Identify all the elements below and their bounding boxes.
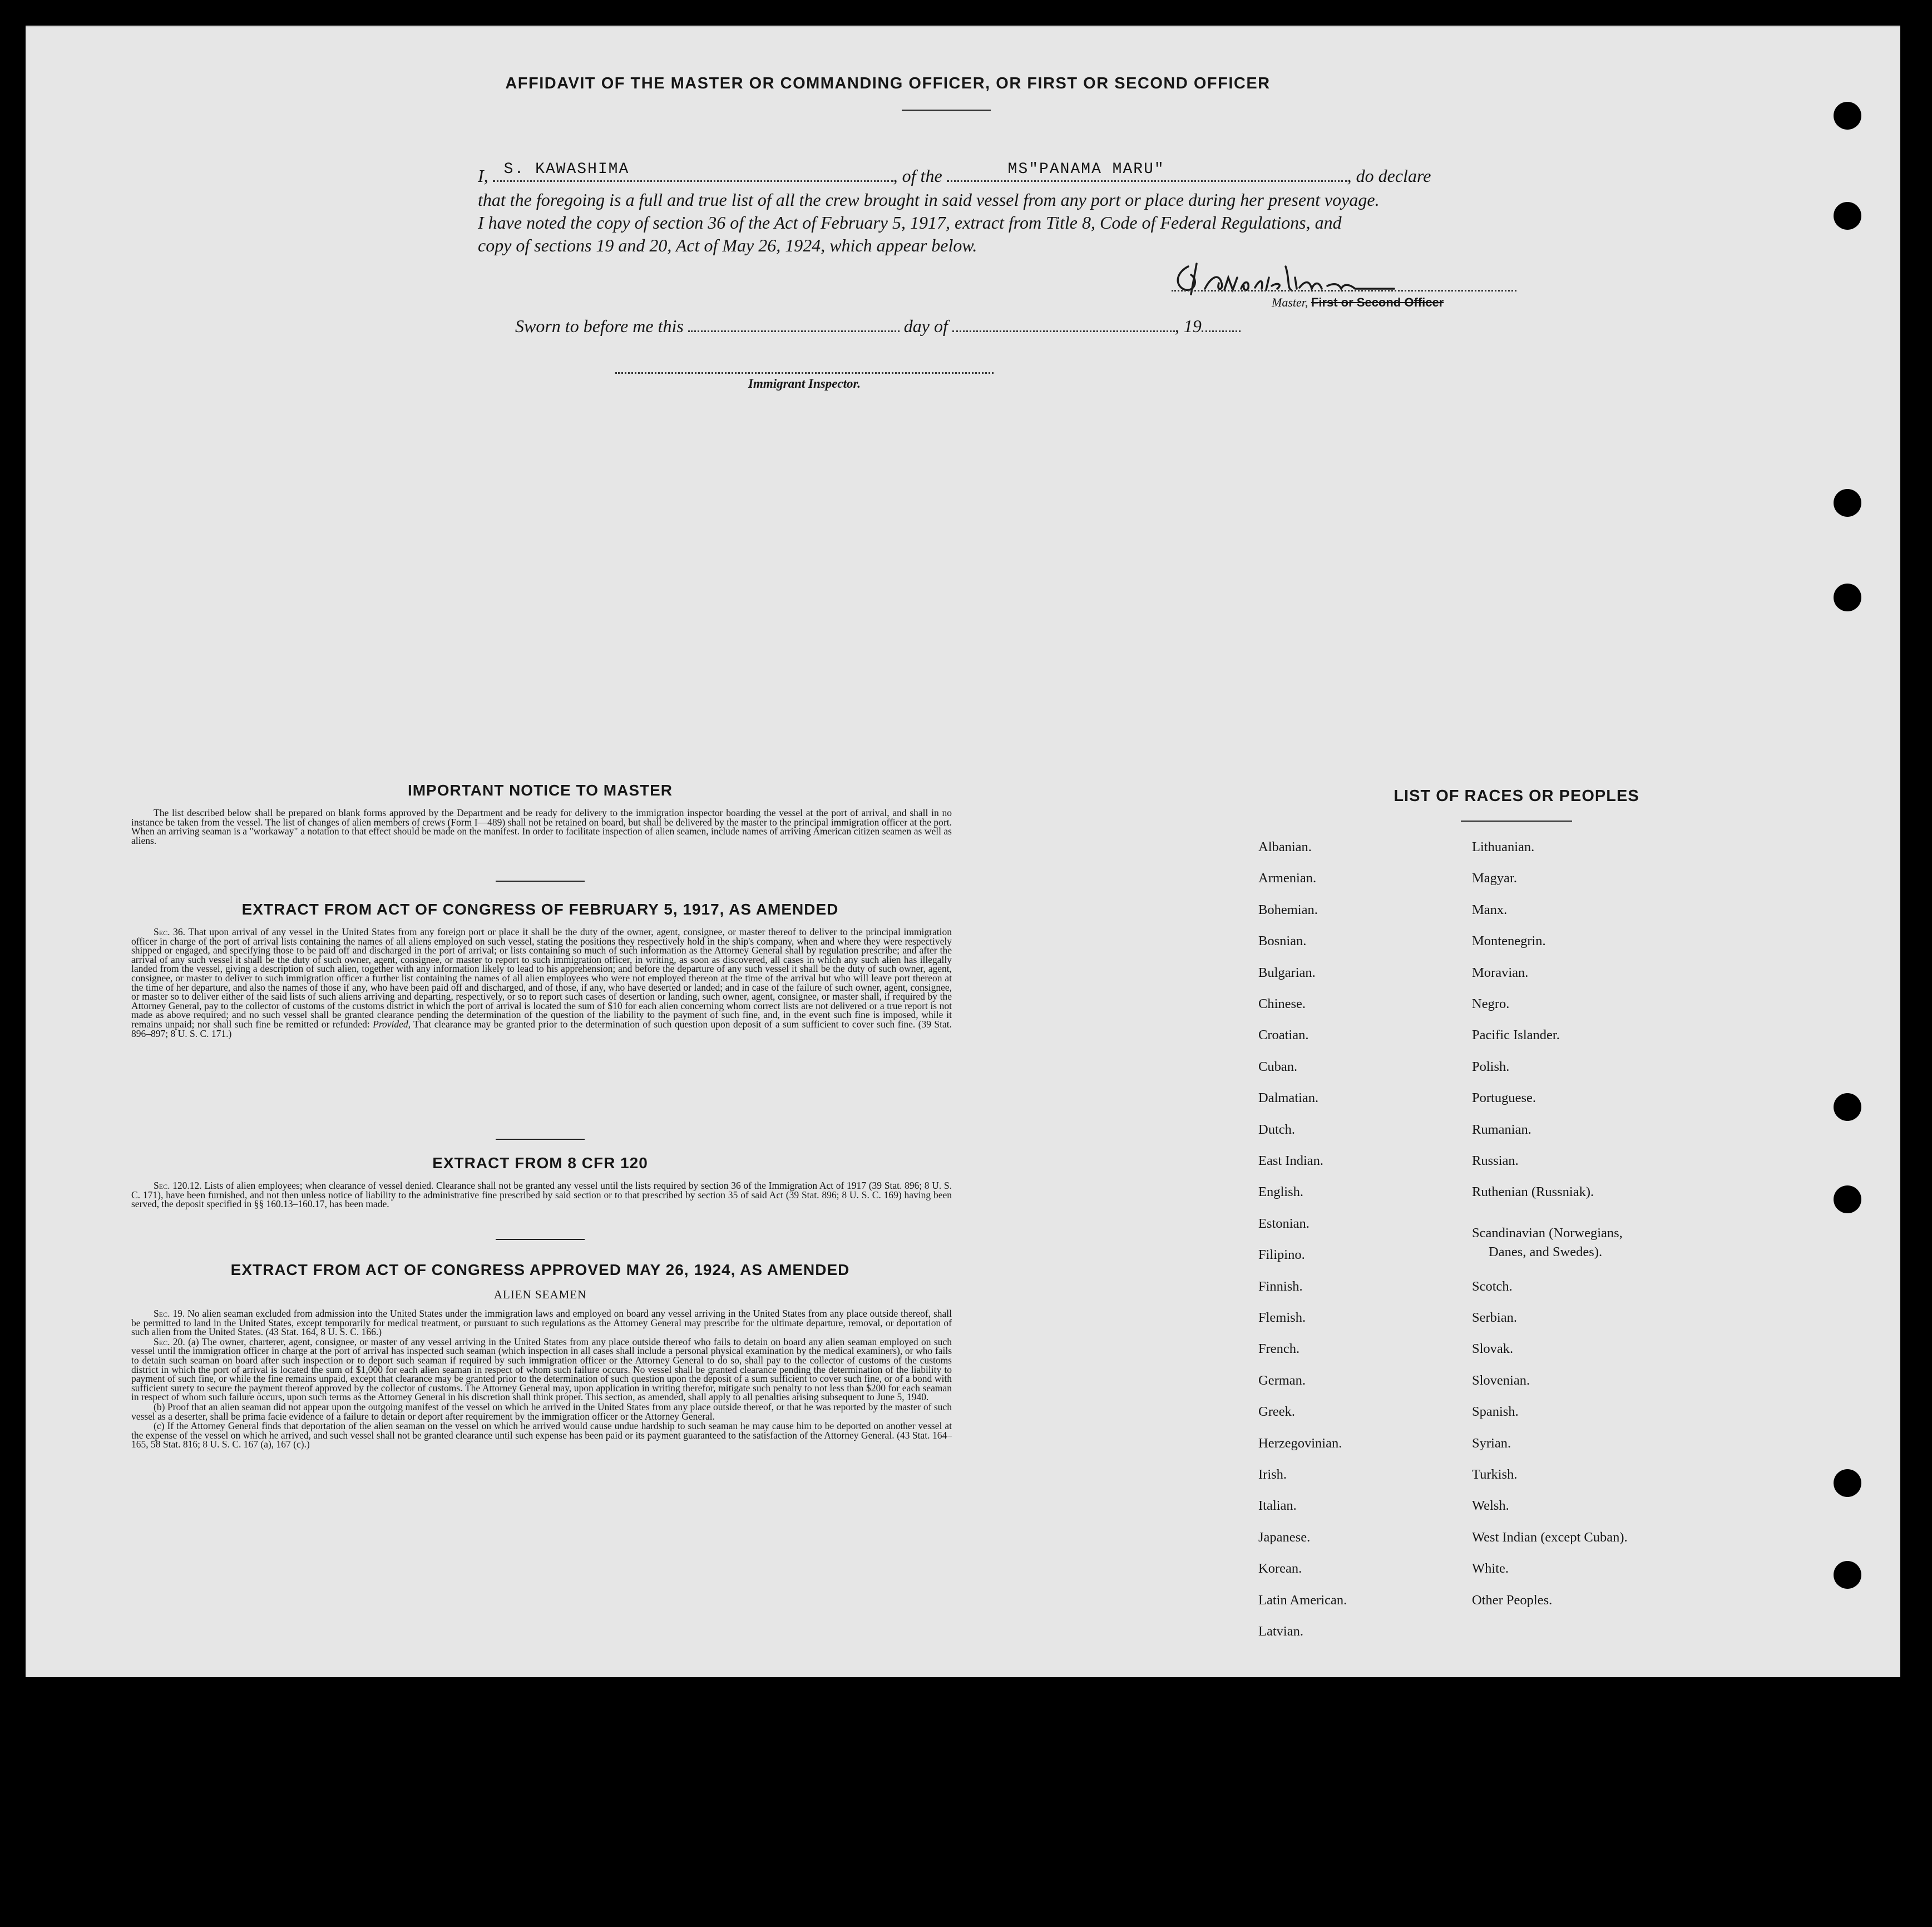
race-item: Lithuanian. [1472, 839, 1535, 854]
races-rule [1461, 821, 1572, 822]
sworn-day-field [688, 314, 900, 332]
race-item: Moravian. [1472, 965, 1529, 980]
race-item: Irish. [1258, 1467, 1287, 1482]
race-item: Serbian. [1472, 1310, 1517, 1325]
race-item: Turkish. [1472, 1467, 1518, 1482]
notice-title: IMPORTANT NOTICE TO MASTER [407, 782, 673, 799]
sworn-prefix: Sworn to before me this [515, 316, 684, 336]
title-rule [902, 110, 991, 111]
race-item: Manx. [1472, 902, 1508, 917]
extract-cfr-text [131, 1181, 952, 1209]
struck-officer-text: First or Second Officer [1311, 295, 1444, 309]
vessel-name-value: MS"PANAMA MARU" [1007, 161, 1165, 178]
binder-hole [1834, 584, 1861, 611]
binder-hole [1834, 1561, 1861, 1589]
sec-20a-text: (a) The owner, charterer, agent, consignee, or master of any vessel arriving in the United States from any place outside thereof who fails to detain on board any alien seaman employed on such vessel until the immigration officer in charge at the port of arrival has inspected such seaman (which inspection in all cases shall include a personal physical examination by the medical examiners), or who fails to detain such seaman on board after such inspection or to deport such seaman if required by such immigration officer or the Attorney General to do so, shall pay to the collector of customs of the customs district in which the port of arrival is located the sum of $1,000 for each alien seaman in respect of whom such failure occurs. No vessel shall be granted clearance pending the determination of the liability to payment of such fine, or while the fine remains unpaid, except that clearance may be granted prior to the determination of such question upon the deposit of a sum sufficient to cover such fine, or of a bond with sufficient surety to secure the payment thereof approved by the collector of customs. The Attorney General may, upon application in writing therefor, mitigate such penalty to not less than $200 for each seaman in respect of whom such failure occurs, upon such terms as the Attorney General in his discretion shall think proper. This section, as amended, shall apply to all penalties arising subsequent to June 5, 1940. [131, 1336, 952, 1403]
race-item: Latin American. [1258, 1592, 1347, 1608]
race-item: Filipino. [1258, 1247, 1305, 1263]
extract-1917-text [131, 927, 952, 1039]
race-item: Croatian. [1258, 1027, 1309, 1043]
sec-120-12-text: Lists of alien employees; when clearance of vessel denied. Clearance shall not be granted any vessel until the lists required by section 36 of the Immigration Act of 1917 (39 Stat. 896; 8 U. S. C. 171), have been furnished, and not then unless notice of liability to the administrative fine prescribed by said section or to that prescribed by section 35 of said Act (39 Stat. 896; 8 U. S. C. 169) having been served, the deposit specified in §§ 160.13–160.17, has been made. [131, 1180, 952, 1210]
notice-text [131, 808, 952, 846]
sec-19-label: Sec. 19. [154, 1308, 185, 1319]
inspector-signature-line [615, 372, 994, 374]
race-item: Pacific Islander. [1472, 1027, 1560, 1043]
race-item: Latvian. [1258, 1624, 1303, 1639]
affidavit-body-line: I have noted the copy of section 36 of the Act of February 5, 1917, extract from Title 8, Code of Federal Regulations, and [478, 213, 1342, 233]
sec-120-12-label: Sec. 120.12. [154, 1180, 202, 1191]
master-name-value: S. KAWASHIMA [503, 161, 630, 178]
declare-label: , do declare [1347, 166, 1431, 186]
race-item: Chinese. [1258, 996, 1306, 1011]
affidavit-declaration-line [478, 161, 1431, 186]
race-item: Scotch. [1472, 1278, 1513, 1294]
race-item: Ruthenian (Russniak). [1472, 1184, 1594, 1200]
race-item: Armenian. [1258, 871, 1317, 886]
race-item: Flemish. [1258, 1310, 1306, 1325]
race-item: English. [1258, 1184, 1303, 1200]
binder-hole [1834, 489, 1861, 517]
master-label: Master, [1272, 295, 1308, 309]
master-name-field [493, 161, 893, 182]
race-item: Negro. [1472, 996, 1510, 1011]
race-item: Bosnian. [1258, 933, 1307, 949]
race-item: Estonian. [1258, 1216, 1310, 1231]
races-title: LIST OF RACES OR PEOPLES [1394, 787, 1639, 805]
race-item: Russian. [1472, 1153, 1519, 1168]
sec-20b-text: (b) Proof that an alien seaman did not appear upon the outgoing manifest of the vessel on which he arrived in the United States from any place outside thereof, or that he was reported by the master of such vessel as a deserter, shall be prima facie evidence of a failure to detain or deport after requirement by the immigration officer or the Attorney General. [131, 1401, 952, 1422]
sec-36-label: Sec. 36. [154, 926, 186, 937]
race-item: Albanian. [1258, 839, 1312, 854]
race-item: Cuban. [1258, 1059, 1298, 1074]
affidavit-body-line: that the foregoing is a full and true list of all the crew brought in said vessel from any port or place during her present voyage. [478, 190, 1380, 210]
race-item: Danes, and Swedes). [1489, 1244, 1603, 1259]
declarant-prefix: I, [478, 166, 488, 186]
signature-caption [1272, 295, 1444, 310]
inspector-label: Immigrant Inspector. [748, 377, 861, 391]
binder-hole [1834, 1185, 1861, 1213]
sec-19-text: No alien seaman excluded from admission into the United States under the immigration laws and employed on board any vessel arriving in the United States from any place outside thereof, shall be permitted to land in the United States, except temporarily for medical treatment, or pursuant to such regulations as the Attorney General may prescribe for the ultimate departure, removal, or deportation of such alien from the United States. (43 Stat. 164, 8 U. S. C. 166.) [131, 1308, 952, 1338]
race-item: Polish. [1472, 1059, 1510, 1074]
race-item: Spanish. [1472, 1404, 1519, 1420]
sec-36-text-end: That clearance may be granted prior to the determination of such question upon deposit of a sum sufficient to cover such fine. (39 Stat. 896–897; 8 U. S. C. 171.) [131, 1018, 952, 1039]
race-item: Magyar. [1472, 871, 1517, 886]
race-item: Slovenian. [1472, 1372, 1530, 1388]
signature-area [1160, 255, 1522, 311]
alien-seamen-subtitle: ALIEN SEAMEN [493, 1288, 587, 1301]
sworn-line [515, 314, 1241, 337]
binder-hole [1834, 102, 1861, 130]
sec-20c-text: (c) If the Attorney General finds that deportation of the alien seaman on the vessel on which he arrived would cause undue hardship to such seaman he may cause him to be deported on another vessel at the expense of the vessel on which he arrived, and such vessel shall not be granted clearance until such expense has been paid or its payment guaranteed to the satisfaction of the Attorney General. (43 Stat. 164–165, 58 Stat. 816; 8 U. S. C. 167 (a), 167 (c).) [131, 1420, 952, 1450]
race-item: Greek. [1258, 1404, 1295, 1420]
race-item: Bohemian. [1258, 902, 1318, 917]
race-item: Slovak. [1472, 1341, 1514, 1357]
provided-word: Provided, [373, 1018, 411, 1030]
signature-line [1172, 290, 1516, 291]
extract-1924-title: EXTRACT FROM ACT OF CONGRESS APPROVED MAY 26, 1924, AS AMENDED [230, 1261, 850, 1278]
race-item: Korean. [1258, 1561, 1302, 1577]
document-page [26, 26, 1900, 1677]
race-item: Dutch. [1258, 1121, 1295, 1137]
race-item: Welsh. [1472, 1498, 1509, 1514]
of-the-label: , of the [893, 166, 942, 186]
race-item: French. [1258, 1341, 1300, 1357]
extract-1917-title: EXTRACT FROM ACT OF CONGRESS OF FEBRUARY 5, 1917, AS AMENDED [241, 901, 839, 918]
extract-1924-text [131, 1309, 952, 1450]
sec-36-text: That upon arrival of any vessel in the United States from any foreign port or place it shall be the duty of the owner, agent, consignee, or master thereof to deliver to the principal immigration officer in charge of the port of arrival lists containing the names of all aliens employed on such vessel, stating the positions they respectively hold in the ship's company, when and where they were respectively shipped or engaged, and specifying those to be paid off and discharged in the port of arrival; or lists containing so much of such information as the Attorney General shall by regulation prescribe; and after the arrival of any such vessel it shall be the duty of such owner, agent, consignee, or master to report to such immigration officer, in writing, as soon as discovered, all cases in which any such alien has illegally landed from the vessel, giving a description of such alien, together with any information likely to lead to his apprehension; and before the departure of any such vessel it shall be the duty of such owner, agent, consignee, or master to deliver to such immigration officer a further list containing the names of all alien employees who were not employed thereon at the time of the arrival but who will leave port thereon at the time of her departure, and also the names of those if any, who have been paid off and discharged, and of those, if any, who have deserted or landed; and in case of the failure of such owner, agent, consignee, or master so to deliver either of the said lists of such aliens arriving and departing, respectively, or so to report such cases of desertion or landing, such owner, agent, consignee, or master shall, if required by the Attorney General, pay to the collector of customs of the customs district in which the port of arrival is located the sum of $10 for each alien concerning whom correct lists are not delivered or a true report is not made as above required; and no such vessel shall be granted clearance pending the determination of the question of the liability to the payment of such fine, and, in the event such fine is imposed, while it remains unpaid; nor shall such fine be remitted or refunded: [131, 926, 952, 1030]
race-item: East Indian. [1258, 1153, 1324, 1168]
race-item: Portuguese. [1472, 1090, 1536, 1106]
section-rule [496, 1139, 585, 1140]
race-item: Scandinavian (Norwegians, [1472, 1225, 1623, 1241]
notice-paragraph: The list described below shall be prepared on blank forms approved by the Department and be ready for delivery to the immigration inspector boarding the vessel at the port of arrival, and shall in no instance be taken from the vessel. The list of changes of alien members of crews (Form I—489) shall not be retained on board, but shall be delivered by the master to the principal immigration officer at the port. When an arriving seaman is a "workaway" a notation to that effect should be made on the manifest. In order to facilitate inspection of alien seamen, include names of arriving American citizen seamen as well as aliens. [131, 807, 952, 846]
sworn-month-field [952, 314, 1175, 332]
race-item: Montenegrin. [1472, 933, 1546, 949]
race-item: West Indian (except Cuban). [1472, 1529, 1628, 1545]
race-item: Other Peoples. [1472, 1592, 1553, 1608]
extract-cfr-title: EXTRACT FROM 8 CFR 120 [432, 1154, 648, 1172]
affidavit-body-line: copy of sections 19 and 20, Act of May 26, 1924, which appear below. [478, 235, 977, 255]
vessel-name-field [947, 161, 1347, 182]
race-item: White. [1472, 1561, 1509, 1577]
affidavit-body [478, 189, 1535, 257]
race-item: Herzegovinian. [1258, 1435, 1342, 1451]
sworn-year-field [1202, 314, 1241, 332]
year-prefix: , 19 [1174, 316, 1202, 336]
binder-hole [1834, 202, 1861, 230]
day-of-label: day of [903, 316, 948, 336]
affidavit-title: AFFIDAVIT OF THE MASTER OR COMMANDING OFFICER, OR FIRST OR SECOND OFFICER [505, 75, 1271, 92]
race-item: Japanese. [1258, 1529, 1311, 1545]
binder-hole [1834, 1093, 1861, 1121]
binder-hole [1834, 1469, 1861, 1497]
section-rule [496, 1239, 585, 1240]
race-item: Syrian. [1472, 1435, 1511, 1451]
sec-20-label: Sec. 20. [154, 1336, 185, 1347]
section-rule [496, 881, 585, 882]
race-item: Dalmatian. [1258, 1090, 1319, 1106]
race-item: German. [1258, 1372, 1306, 1388]
race-item: Rumanian. [1472, 1121, 1531, 1137]
race-item: Bulgarian. [1258, 965, 1316, 980]
race-item: Finnish. [1258, 1278, 1303, 1294]
race-item: Italian. [1258, 1498, 1297, 1514]
